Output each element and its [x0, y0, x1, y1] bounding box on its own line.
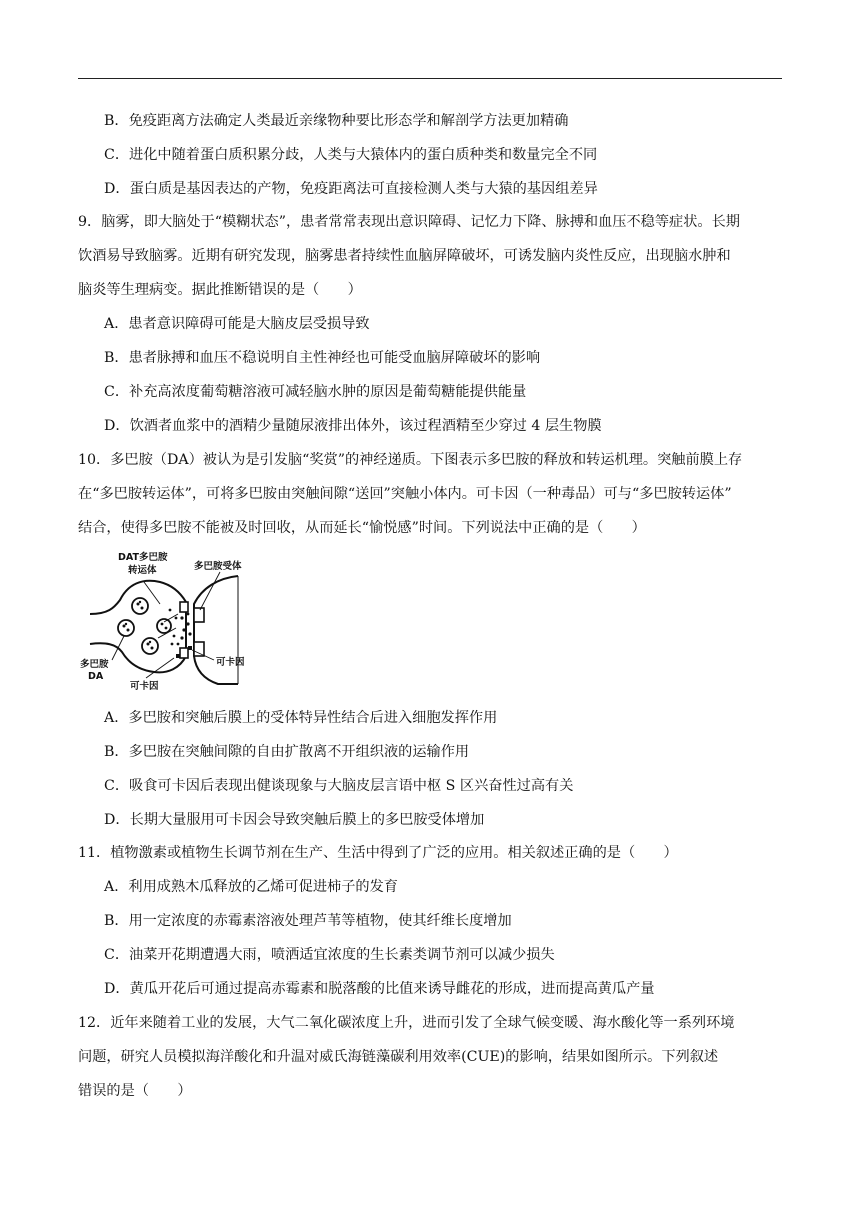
dopamine-molecules — [169, 609, 192, 646]
q10-option-a: A．多巴胺和突触后膜上的受体特异性结合后进入细胞发挥作用 — [104, 710, 498, 726]
q8-option-c: C．进化中随着蛋白质积累分歧，人类与大猿体内的蛋白质种类和数量完全不同 — [104, 147, 598, 163]
cocaine-label-right: 可卡因 — [216, 657, 245, 668]
receptor-label: 多巴胺受体 — [194, 561, 242, 572]
q12-stem-line-3: 错误的是（ ） — [78, 1083, 192, 1099]
dopamine-label-line-1: 多巴胺 — [80, 659, 109, 670]
q9-option-b: B．患者脉搏和血压不稳说明自主性神经也可能受血脑屏障破坏的影响 — [104, 350, 541, 366]
vesicles — [118, 598, 171, 654]
q10-stem-line-1: 10．多巴胺（DA）被认为是引发脑“奖赏”的神经递质。下图表示多巴胺的释放和转运机理。突触前膜上存 — [78, 452, 743, 468]
dopamine-receptor — [194, 608, 204, 622]
cocaine-label-bottom: 可卡因 — [130, 681, 159, 692]
q12-stem-line-1: 12．近年来随着工业的发展，大气二氧化碳浓度上升，进而引发了全球气候变暖、海水酸化等一系列环境 — [78, 1015, 735, 1031]
label-leader — [112, 636, 124, 660]
dat-label-line-2: 转运体 — [128, 565, 157, 576]
q11-option-c: C．油菜开花期遭遇大雨，喷洒适宜浓度的生长素类调节剂可以减少损失 — [104, 947, 555, 963]
q9-stem-line-3: 脑炎等生理病变。据此推断错误的是（ ） — [78, 282, 362, 298]
dat-label-line-1: DAT多巴胺 — [118, 552, 168, 563]
q10-option-c: C．吸食可卡因后表现出健谈现象与大脑皮层言语中枢 S 区兴奋性过高有关 — [104, 778, 574, 794]
q11-option-a: A．利用成熟木瓜释放的乙烯可促进柿子的发育 — [104, 879, 398, 895]
q11-option-d: D．黄瓜开花后可通过提高赤霉素和脱落酸的比值来诱导雌花的形成，进而提高黄瓜产量 — [104, 981, 655, 997]
label-leader — [146, 658, 174, 678]
q9-stem-line-2: 饮酒易导致脑雾。近期有研究发现，脑雾患者持续性血脑屏障破坏，可诱发脑内炎性反应，出现脑水肿和 — [78, 248, 731, 264]
dopamine-receptor — [194, 642, 204, 656]
q8-option-b: B．免疫距离方法确定人类最近亲缘物种要比形态学和解剖学方法更加精确 — [104, 113, 569, 129]
q9-option-a: A．患者意识障碍可能是大脑皮层受损导致 — [104, 316, 370, 332]
header-rule — [78, 78, 782, 79]
q10-option-b: B．多巴胺在突触间隙的自由扩散离不开组织液的运输作用 — [104, 744, 470, 760]
q11-stem: 11．植物激素或植物生长调节剂在生产、生活中得到了广泛的应用。相关叙述正确的是（ ） — [78, 845, 678, 861]
q9-option-d: D．饮酒者血浆中的酒精少量随尿液排出体外，该过程酒精至少穿过 4 层生物膜 — [104, 418, 602, 434]
q12-stem-line-2: 问题，研究人员模拟海洋酸化和升温对威氏海链藻碳利用效率(CUE)的影响，结果如图所示。下列叙述 — [78, 1049, 719, 1065]
q10-stem-line-2: 在“多巴胺转运体”，可将多巴胺由突触间隙“送回”突触小体内。可卡因（一种毒品）可与“多巴胺转运体” — [78, 486, 732, 502]
q10-stem-line-3: 结合，使得多巴胺不能被及时回收，从而延长“愉悦感”时间。下列说法中正确的是（ ） — [78, 520, 646, 536]
q10-option-d: D．长期大量服用可卡因会导致突触后膜上的多巴胺受体增加 — [104, 812, 485, 828]
synapse-diagram-svg — [78, 548, 250, 696]
q9-stem-line-1: 9．脑雾，即大脑处于“模糊状态”，患者常常表现出意识障碍、记忆力下降、脉搏和血压不稳等症状。长期 — [78, 214, 740, 230]
q9-option-c: C．补充高浓度葡萄糖溶液可减轻脑水肿的原因是葡萄糖能提供能量 — [104, 384, 527, 400]
synapse-diagram — [78, 548, 250, 696]
dopamine-label-line-2: DA — [88, 671, 104, 682]
q11-option-b: B．用一定浓度的赤霉素溶液处理芦苇等植物，使其纤维长度增加 — [104, 913, 512, 929]
q8-option-d: D．蛋白质是基因表达的产物，免疫距离法可直接检测人类与大猿的基因组差异 — [104, 181, 598, 197]
